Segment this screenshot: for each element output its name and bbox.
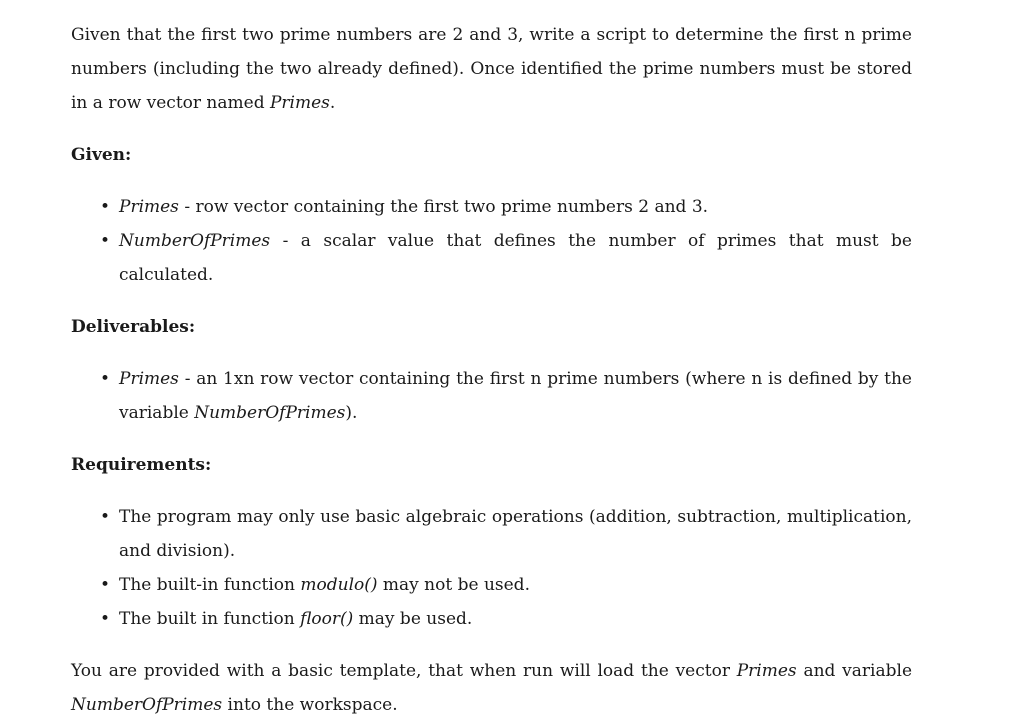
deliverables-list — [71, 362, 912, 430]
given-item-number-of-primes — [71, 224, 912, 292]
given-heading: Given: — [71, 145, 132, 165]
requirements-item-algebra-text: The program may only use basic algebraic operations (addition, subtraction, multiplication, and division). — [119, 507, 912, 561]
deliverables-item-primes — [71, 362, 912, 430]
closing-emph-primes: Primes — [736, 661, 797, 681]
deliverables-item-text: - an 1xn row vector containing the first n prime numbers (where n is defined by the variable — [119, 369, 912, 423]
given-list — [71, 190, 912, 292]
requirements-item-algebra — [71, 500, 912, 568]
closing-text-end: into the workspace. — [222, 695, 398, 715]
deliverables-heading: Deliverables: — [71, 317, 196, 337]
intro-paragraph — [71, 18, 912, 120]
closing-text-mid: and variable — [796, 661, 913, 681]
deliverables-item-text-2: ). — [345, 403, 358, 423]
deliverables-item-emph-2: NumberOfPrimes — [194, 403, 346, 423]
given-item-primes — [71, 190, 912, 224]
requirements-list — [71, 500, 912, 636]
requirements-item-floor-emph: floor() — [300, 609, 354, 629]
closing-emph-number-of-primes: NumberOfPrimes — [71, 695, 223, 715]
requirements-item-modulo-text: The built-in function — [119, 575, 301, 595]
given-item-primes-text: - row vector containing the first two prime numbers 2 and 3. — [178, 197, 709, 217]
given-item-number-of-primes-emph: NumberOfPrimes — [119, 231, 271, 251]
closing-paragraph — [71, 654, 912, 722]
requirements-item-modulo-emph: modulo() — [300, 575, 378, 595]
given-item-primes-emph: Primes — [119, 197, 179, 217]
requirements-heading: Requirements: — [71, 455, 212, 475]
requirements-item-floor-text-2: may be used. — [353, 609, 473, 629]
intro-text: Given that the first two prime numbers are 2 and 3, write a script to determine the first n prime numbers (including the two already defined). Once identified the prime numbers must be stored in a row vector named — [71, 25, 912, 113]
requirements-item-floor — [71, 602, 912, 636]
given-item-number-of-primes-text: - a scalar value that defines the number of primes that must be calculated. — [119, 231, 912, 285]
deliverables-item-emph: Primes — [119, 369, 179, 389]
intro-text-end: . — [329, 93, 336, 113]
closing-text: You are provided with a basic template, that when run will load the vector — [71, 661, 737, 681]
intro-emph-primes: Primes — [269, 93, 330, 113]
requirements-item-floor-text: The built in function — [119, 609, 301, 629]
requirements-item-modulo — [71, 568, 912, 602]
requirements-item-modulo-text-2: may not be used. — [377, 575, 530, 595]
